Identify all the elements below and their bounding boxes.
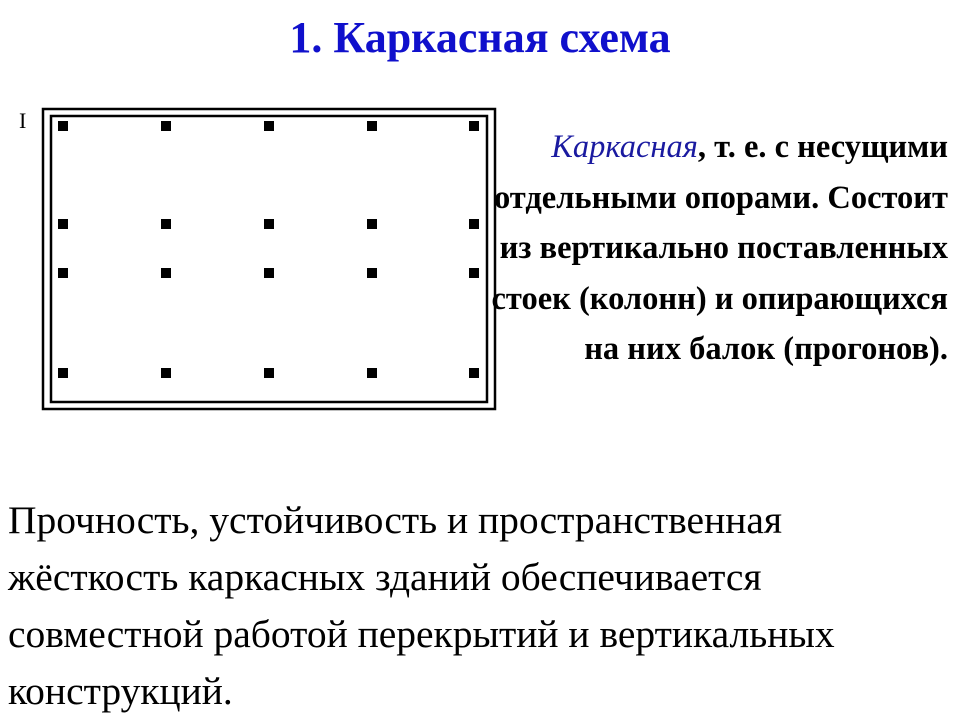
column-3-1 <box>58 268 68 278</box>
column-2-1 <box>58 219 68 229</box>
column-2-2 <box>161 219 171 229</box>
column-4-4 <box>367 368 377 378</box>
column-1-3 <box>264 121 274 131</box>
column-4-3 <box>264 368 274 378</box>
definition-paragraph <box>478 122 948 375</box>
inner-wall-line <box>51 116 487 402</box>
slide-title: 1. Каркасная схема <box>289 13 671 62</box>
bottom-paragraph: Прочность, устойчивость и пространственная жёсткость каркасных зданий обеспечивается совместной работой перекрытий и вертикальных конструкций. <box>8 498 835 713</box>
definition-text: , т. е. с несущими отдельными опорами. Состоит из вертикально поставленных стоек (колонн) и опирающихся на них балок (прогонов). <box>491 129 948 367</box>
column-4-1 <box>58 368 68 378</box>
axis-label: I <box>19 108 27 133</box>
definition-term: Каркасная <box>551 129 698 165</box>
column-1-1 <box>58 121 68 131</box>
column-3-4 <box>367 268 377 278</box>
column-3-2 <box>161 268 171 278</box>
frame-scheme-plan <box>0 88 540 448</box>
column-1-2 <box>161 121 171 131</box>
column-2-3 <box>264 219 274 229</box>
column-4-2 <box>161 368 171 378</box>
column-grid <box>58 121 479 378</box>
column-2-4 <box>367 219 377 229</box>
outer-wall-line <box>43 109 495 409</box>
column-3-3 <box>264 268 274 278</box>
column-1-4 <box>367 121 377 131</box>
